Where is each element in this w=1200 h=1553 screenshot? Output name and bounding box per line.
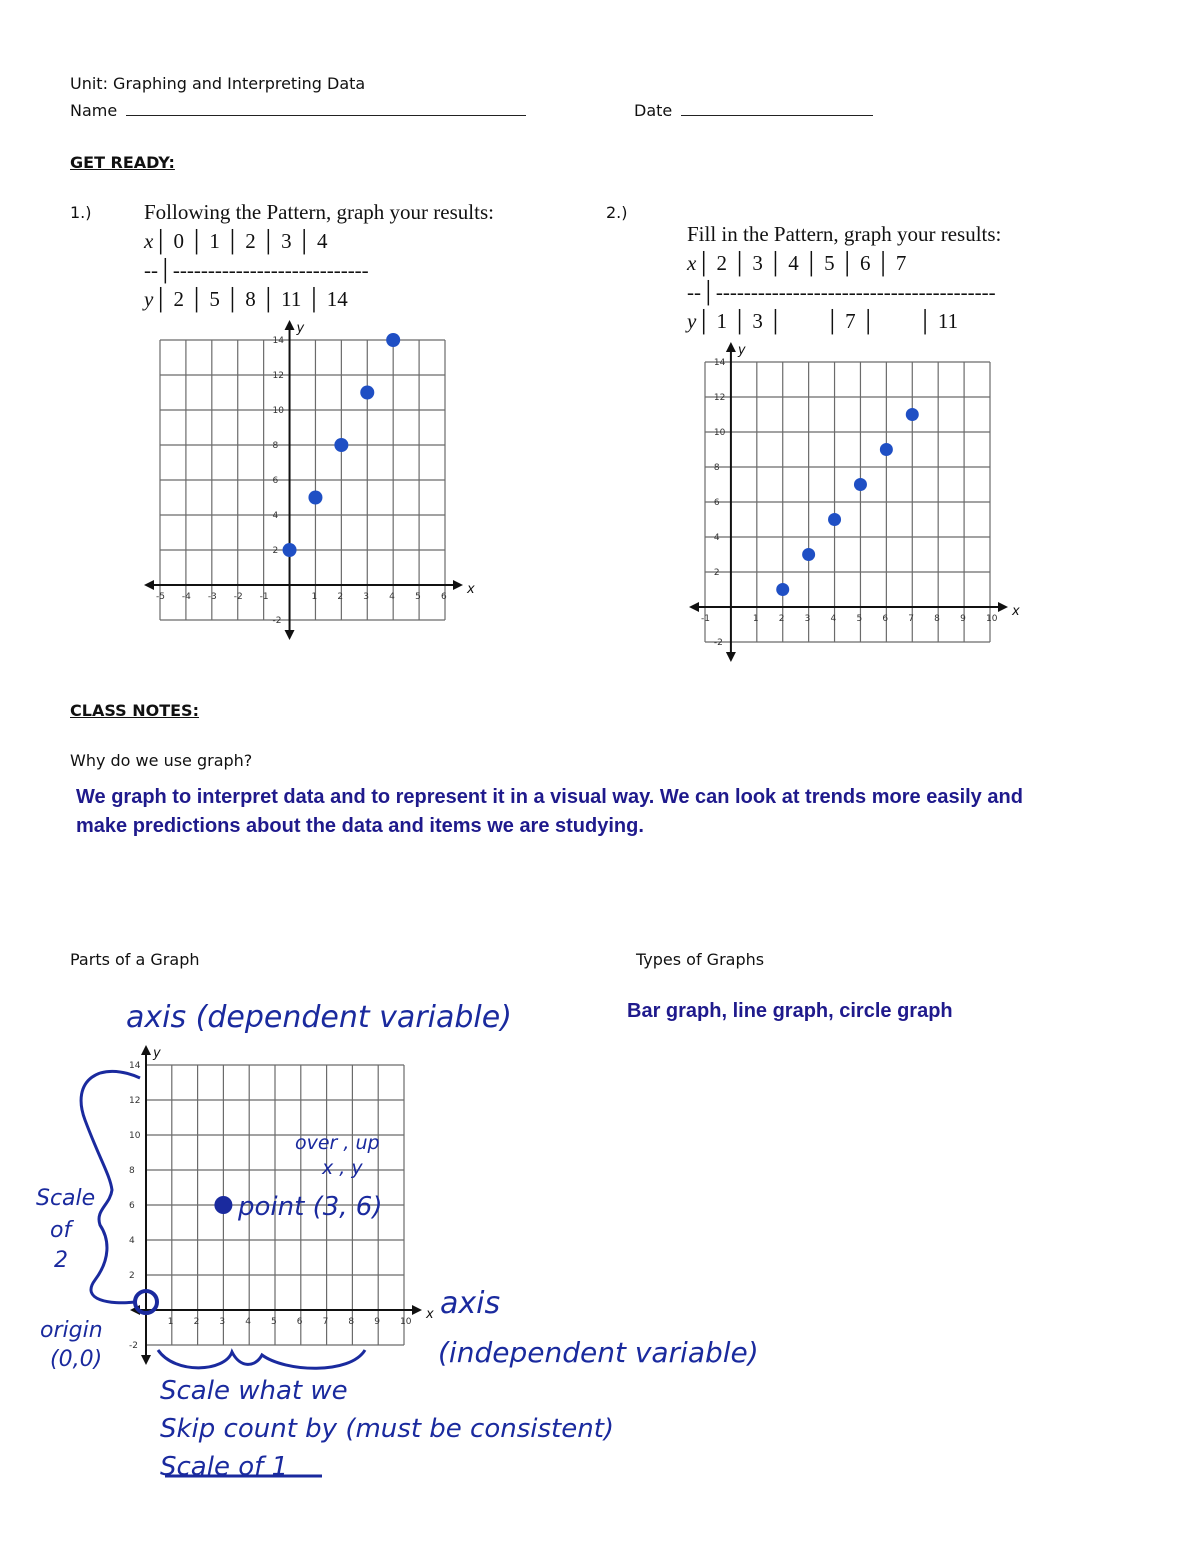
- scale-of-2-line1: Scale: [36, 1186, 96, 1211]
- data-point: [880, 443, 893, 456]
- date-label: Date: [634, 101, 673, 120]
- y-axis-label: y: [737, 343, 746, 358]
- y-var: y: [144, 287, 154, 311]
- x-var: x: [687, 251, 697, 275]
- y-tick-label: 14: [129, 1061, 141, 1071]
- y-axis-label: y: [153, 1046, 161, 1061]
- date-blank[interactable]: [681, 101, 873, 116]
- y-tick-label: 4: [272, 511, 279, 521]
- origin-line1: origin: [40, 1318, 103, 1343]
- y-axis-arrow-up: [726, 342, 736, 352]
- x-tick-label: 2: [337, 592, 344, 602]
- problem1-instruction: Following the Pattern, graph your results:: [144, 200, 494, 224]
- x-axis-label: x: [1012, 604, 1020, 619]
- y-tick-label: 2: [129, 1271, 135, 1281]
- y-values: 2 │ 5 │ 8 │ 11 │ 14: [173, 287, 348, 311]
- answer-line-2: make predictions about the data and items we are studying.: [76, 815, 644, 837]
- y-tick-label: 2: [272, 546, 279, 556]
- x-tick-label: -5: [156, 592, 165, 602]
- scale-note-line1: Scale what we: [160, 1376, 348, 1406]
- data-point: [854, 478, 867, 491]
- y-var: y: [687, 309, 697, 333]
- y-tick-label: 2: [713, 568, 720, 578]
- problem1-divider: --│----------------------------: [144, 258, 369, 282]
- x-tick-label: 8: [348, 1317, 355, 1327]
- get-ready-heading: GET READY:: [70, 153, 175, 172]
- problem2-y-row: y│ 1 │ 3 │ │ 7 │ │ 11: [687, 309, 959, 333]
- y-tick-label: 12: [713, 393, 726, 403]
- x-y-annotation: x , y: [322, 1157, 363, 1179]
- y-tick-label: 10: [272, 406, 284, 416]
- x-axis-line2: (independent variable): [438, 1336, 759, 1369]
- y-tick-label: 10: [713, 428, 726, 438]
- x-tick-label: 8: [934, 614, 940, 624]
- point-annotation: point (3, 6): [238, 1192, 383, 1222]
- y-tick-label: 6: [272, 476, 279, 486]
- x-axis-arrow-right: [453, 580, 463, 590]
- y-tick-label: -2: [129, 1341, 138, 1351]
- y-axis-arrow-down: [285, 630, 295, 640]
- y-tick-label: 8: [713, 463, 720, 473]
- x-tick-label: 1: [311, 592, 318, 602]
- scale-note-line3: Scale of 1: [160, 1452, 289, 1482]
- data-point: [308, 491, 322, 505]
- y-tick-label: 14: [272, 336, 284, 346]
- over-up-annotation: over , up: [295, 1132, 380, 1154]
- x-tick-label: 6: [882, 614, 889, 624]
- x-tick-label: 1: [752, 614, 759, 624]
- x-values: 0 │ 1 │ 2 │ 3 │ 4: [173, 229, 328, 253]
- y-tick-label: 4: [129, 1236, 135, 1246]
- x-tick-label: 5: [271, 1317, 277, 1327]
- x-tick-label: 7: [908, 614, 915, 624]
- problem2-instruction: Fill in the Pattern, graph your results:: [687, 222, 1002, 246]
- x-tick-label: -2: [233, 592, 243, 602]
- types-heading: Types of Graphs: [636, 950, 765, 969]
- data-point: [776, 583, 789, 596]
- x-var: x: [144, 229, 154, 253]
- x-tick-label: 6: [441, 592, 447, 602]
- date-line[interactable]: [634, 101, 873, 120]
- graph-problem1: [140, 310, 480, 640]
- scale-of-2-line3: 2: [54, 1248, 68, 1273]
- data-point: [283, 543, 297, 557]
- name-blank[interactable]: [126, 101, 526, 116]
- y-tick-label: -2: [713, 638, 723, 648]
- data-point: [828, 513, 841, 526]
- scale-note-line2: Skip count by (must be consistent): [160, 1414, 615, 1444]
- question: Why do we use graph?: [70, 751, 253, 770]
- parts-heading: Parts of a Graph: [70, 950, 200, 969]
- y-axis-arrow-down: [726, 652, 736, 662]
- y-tick-label: 10: [129, 1131, 141, 1141]
- x-axis-arrow-left: [144, 580, 154, 590]
- origin-circle: [135, 1291, 157, 1313]
- x-axis-label: x: [467, 582, 475, 597]
- x-tick-label: 9: [960, 614, 966, 624]
- y-tick-label: 12: [272, 371, 284, 381]
- x-tick-label: 3: [219, 1317, 226, 1327]
- class-notes-heading: CLASS NOTES:: [70, 701, 199, 720]
- y-tick-label: 12: [129, 1096, 141, 1106]
- name-label: Name: [70, 101, 118, 120]
- y-tick-label: 6: [129, 1201, 135, 1211]
- unit-title: Unit: Graphing and Interpreting Data: [70, 74, 366, 93]
- data-point: [360, 386, 374, 400]
- x-tick-label: 5: [856, 614, 863, 624]
- y-values: 1 │ 3 │ │ 7 │ │ 11: [716, 309, 959, 333]
- y-tick-label: 4: [713, 533, 720, 543]
- y-axis-annotation: axis (dependent variable): [126, 1000, 512, 1035]
- x-tick-label: -1: [259, 592, 269, 602]
- x-tick-label: -1: [701, 614, 710, 624]
- x-tick-label: 10: [400, 1317, 412, 1327]
- x-tick-label: 4: [389, 592, 395, 602]
- x-tick-label: 5: [415, 592, 421, 602]
- problem1-x-row: x│ 0 │ 1 │ 2 │ 3 │ 4: [144, 229, 328, 253]
- data-point: [334, 438, 348, 452]
- problem2-divider: --│----------------------------------------: [687, 280, 996, 304]
- data-point: [906, 408, 919, 421]
- y-tick-label: -2: [272, 616, 282, 626]
- x-tick-label: 4: [830, 614, 837, 624]
- x-tick-label: 2: [778, 614, 785, 624]
- x-tick-label: 3: [363, 592, 370, 602]
- x-tick-label: 3: [804, 614, 811, 624]
- problem2-number: 2.): [606, 203, 628, 222]
- problem1-y-row: y│ 2 │ 5 │ 8 │ 11 │ 14: [144, 287, 348, 311]
- x-tick-label: 6: [296, 1317, 303, 1327]
- x-tick-label: 10: [986, 614, 998, 624]
- x-tick-label: -4: [181, 592, 191, 602]
- x-axis-arrow-right: [998, 602, 1008, 612]
- graph-problem2: [680, 332, 1020, 662]
- y-axis-arrow-up: [285, 320, 295, 330]
- data-point: [386, 333, 400, 347]
- x-tick-label: 7: [322, 1317, 329, 1327]
- scale-of-2-line2: of: [50, 1218, 72, 1243]
- x-tick-label: 9: [374, 1317, 380, 1327]
- y-tick-label: 14: [713, 358, 726, 368]
- types-answer: Bar graph, line graph, circle graph: [627, 1000, 953, 1022]
- x-axis-label: x: [426, 1307, 434, 1322]
- x-values: 2 │ 3 │ 4 │ 5 │ 6 │ 7: [716, 251, 907, 275]
- data-point: [802, 548, 815, 561]
- scale-of-1-brace: [158, 1350, 365, 1368]
- origin-line2: (0,0): [50, 1347, 103, 1372]
- y-tick-label: 8: [272, 441, 279, 451]
- problem2-x-row: x│ 2 │ 3 │ 4 │ 5 │ 6 │ 7: [687, 251, 907, 275]
- name-line[interactable]: [70, 101, 526, 120]
- x-tick-label: 4: [245, 1317, 251, 1327]
- x-tick-label: 2: [193, 1317, 200, 1327]
- x-axis-arrow-left: [689, 602, 699, 612]
- x-tick-label: 1: [167, 1317, 174, 1327]
- y-tick-label: 8: [129, 1166, 135, 1176]
- answer-line-1: We graph to interpret data and to represent it in a visual way. We can look at trends more easily and: [76, 786, 1023, 808]
- y-axis-label: y: [296, 321, 305, 336]
- x-axis-line1: axis: [440, 1286, 501, 1321]
- x-tick-label: -3: [207, 592, 217, 602]
- problem1-number: 1.): [70, 203, 92, 222]
- y-tick-label: 6: [713, 498, 720, 508]
